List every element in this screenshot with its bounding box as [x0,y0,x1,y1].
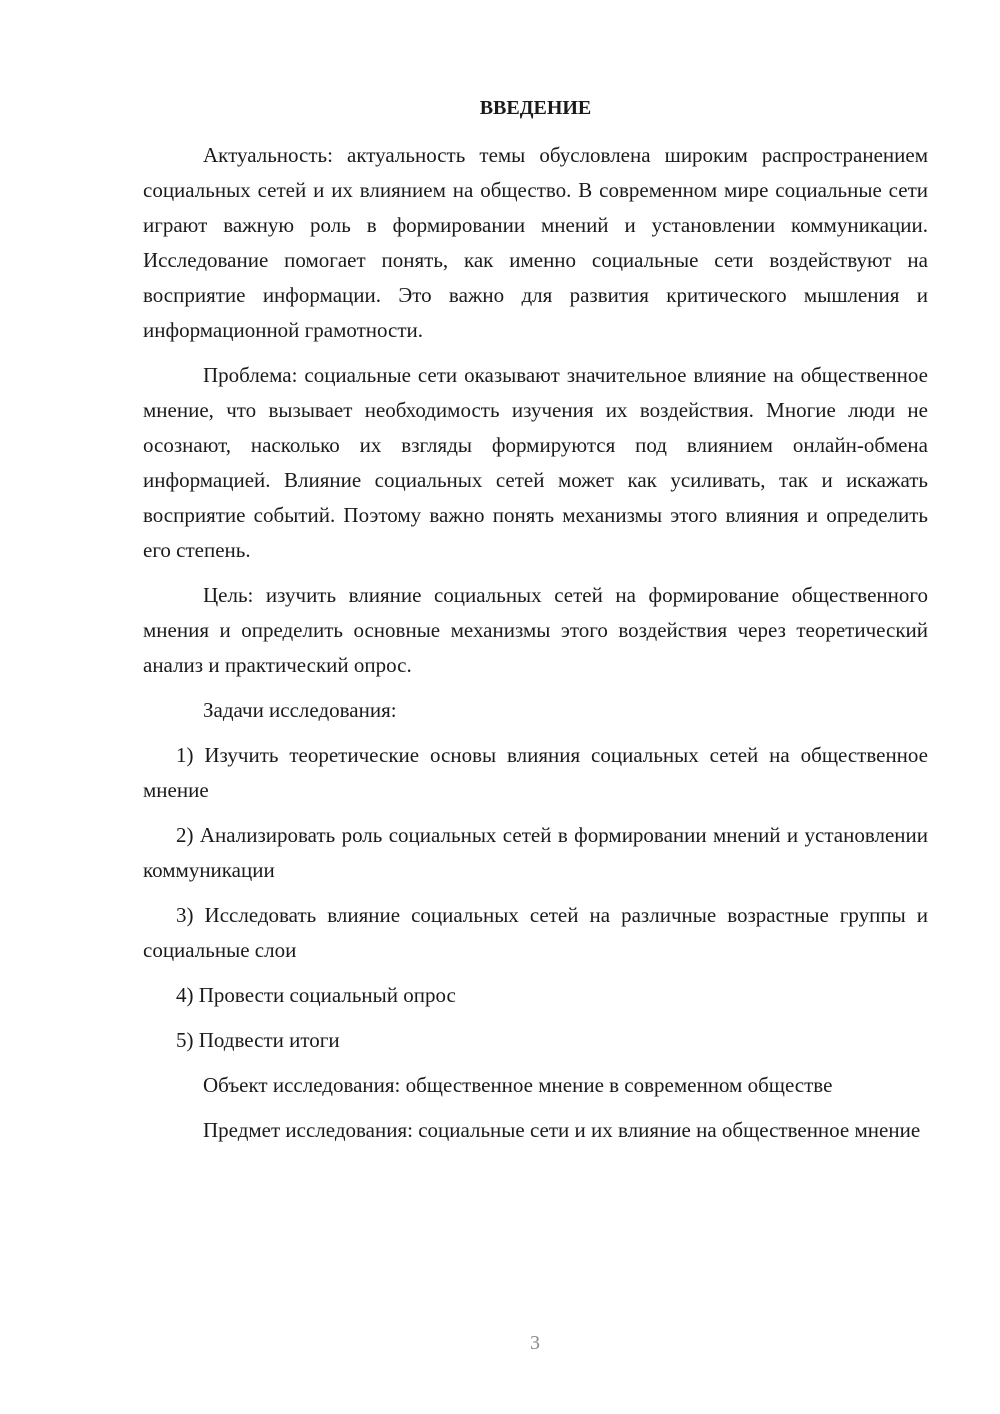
paragraph-relevance: Актуальность: актуальность темы обусловлена широким распространением социальных сетей и их влиянием на общество. В современном мире социальные сети играют важную роль в формировании мнений и установлении коммуникации. Исследование помогает понять, как именно социальные сети воздействуют на восприятие информации. Это важно для развития критического мышления и информационной грамотности. [143,143,928,342]
paragraph-object: Объект исследования: общественное мнение в современном обществе [203,1073,833,1097]
tasks-heading: Задачи исследования: [203,698,397,722]
task-item-2: 2) Анализировать роль социальных сетей в формировании мнений и установлении коммуникации [143,823,928,882]
task-item-4: 4) Провести социальный опрос [176,983,456,1007]
page-number: 3 [530,1332,540,1354]
task-item-3: 3) Исследовать влияние социальных сетей на различные возрастные группы и социальные слои [143,903,928,962]
paragraph-goal: Цель: изучить влияние социальных сетей на формирование общественного мнения и определить основные механизмы этого воздействия через теоретический анализ и практический опрос. [143,583,928,677]
document-page [143,88,928,1158]
task-item-1: 1) Изучить теоретические основы влияния социальных сетей на общественное мнение [143,743,928,802]
task-item-5: 5) Подвести итоги [176,1028,340,1052]
paragraph-subject: Предмет исследования: социальные сети и их влияние на общественное мнение [203,1118,921,1142]
page-title: ВВЕДЕНИЕ [479,97,592,119]
paragraph-problem: Проблема: социальные сети оказывают значительное влияние на общественное мнение, что вызывает необходимость изучения их воздействия. Многие люди не осознают, насколько их взгляды формируются под влиянием онлайн-обмена информацией. Влияние социальных сетей может как усиливать, так и искажать восприятие событий. Поэтому важно понять механизмы этого влияния и определить его степень. [143,363,928,562]
